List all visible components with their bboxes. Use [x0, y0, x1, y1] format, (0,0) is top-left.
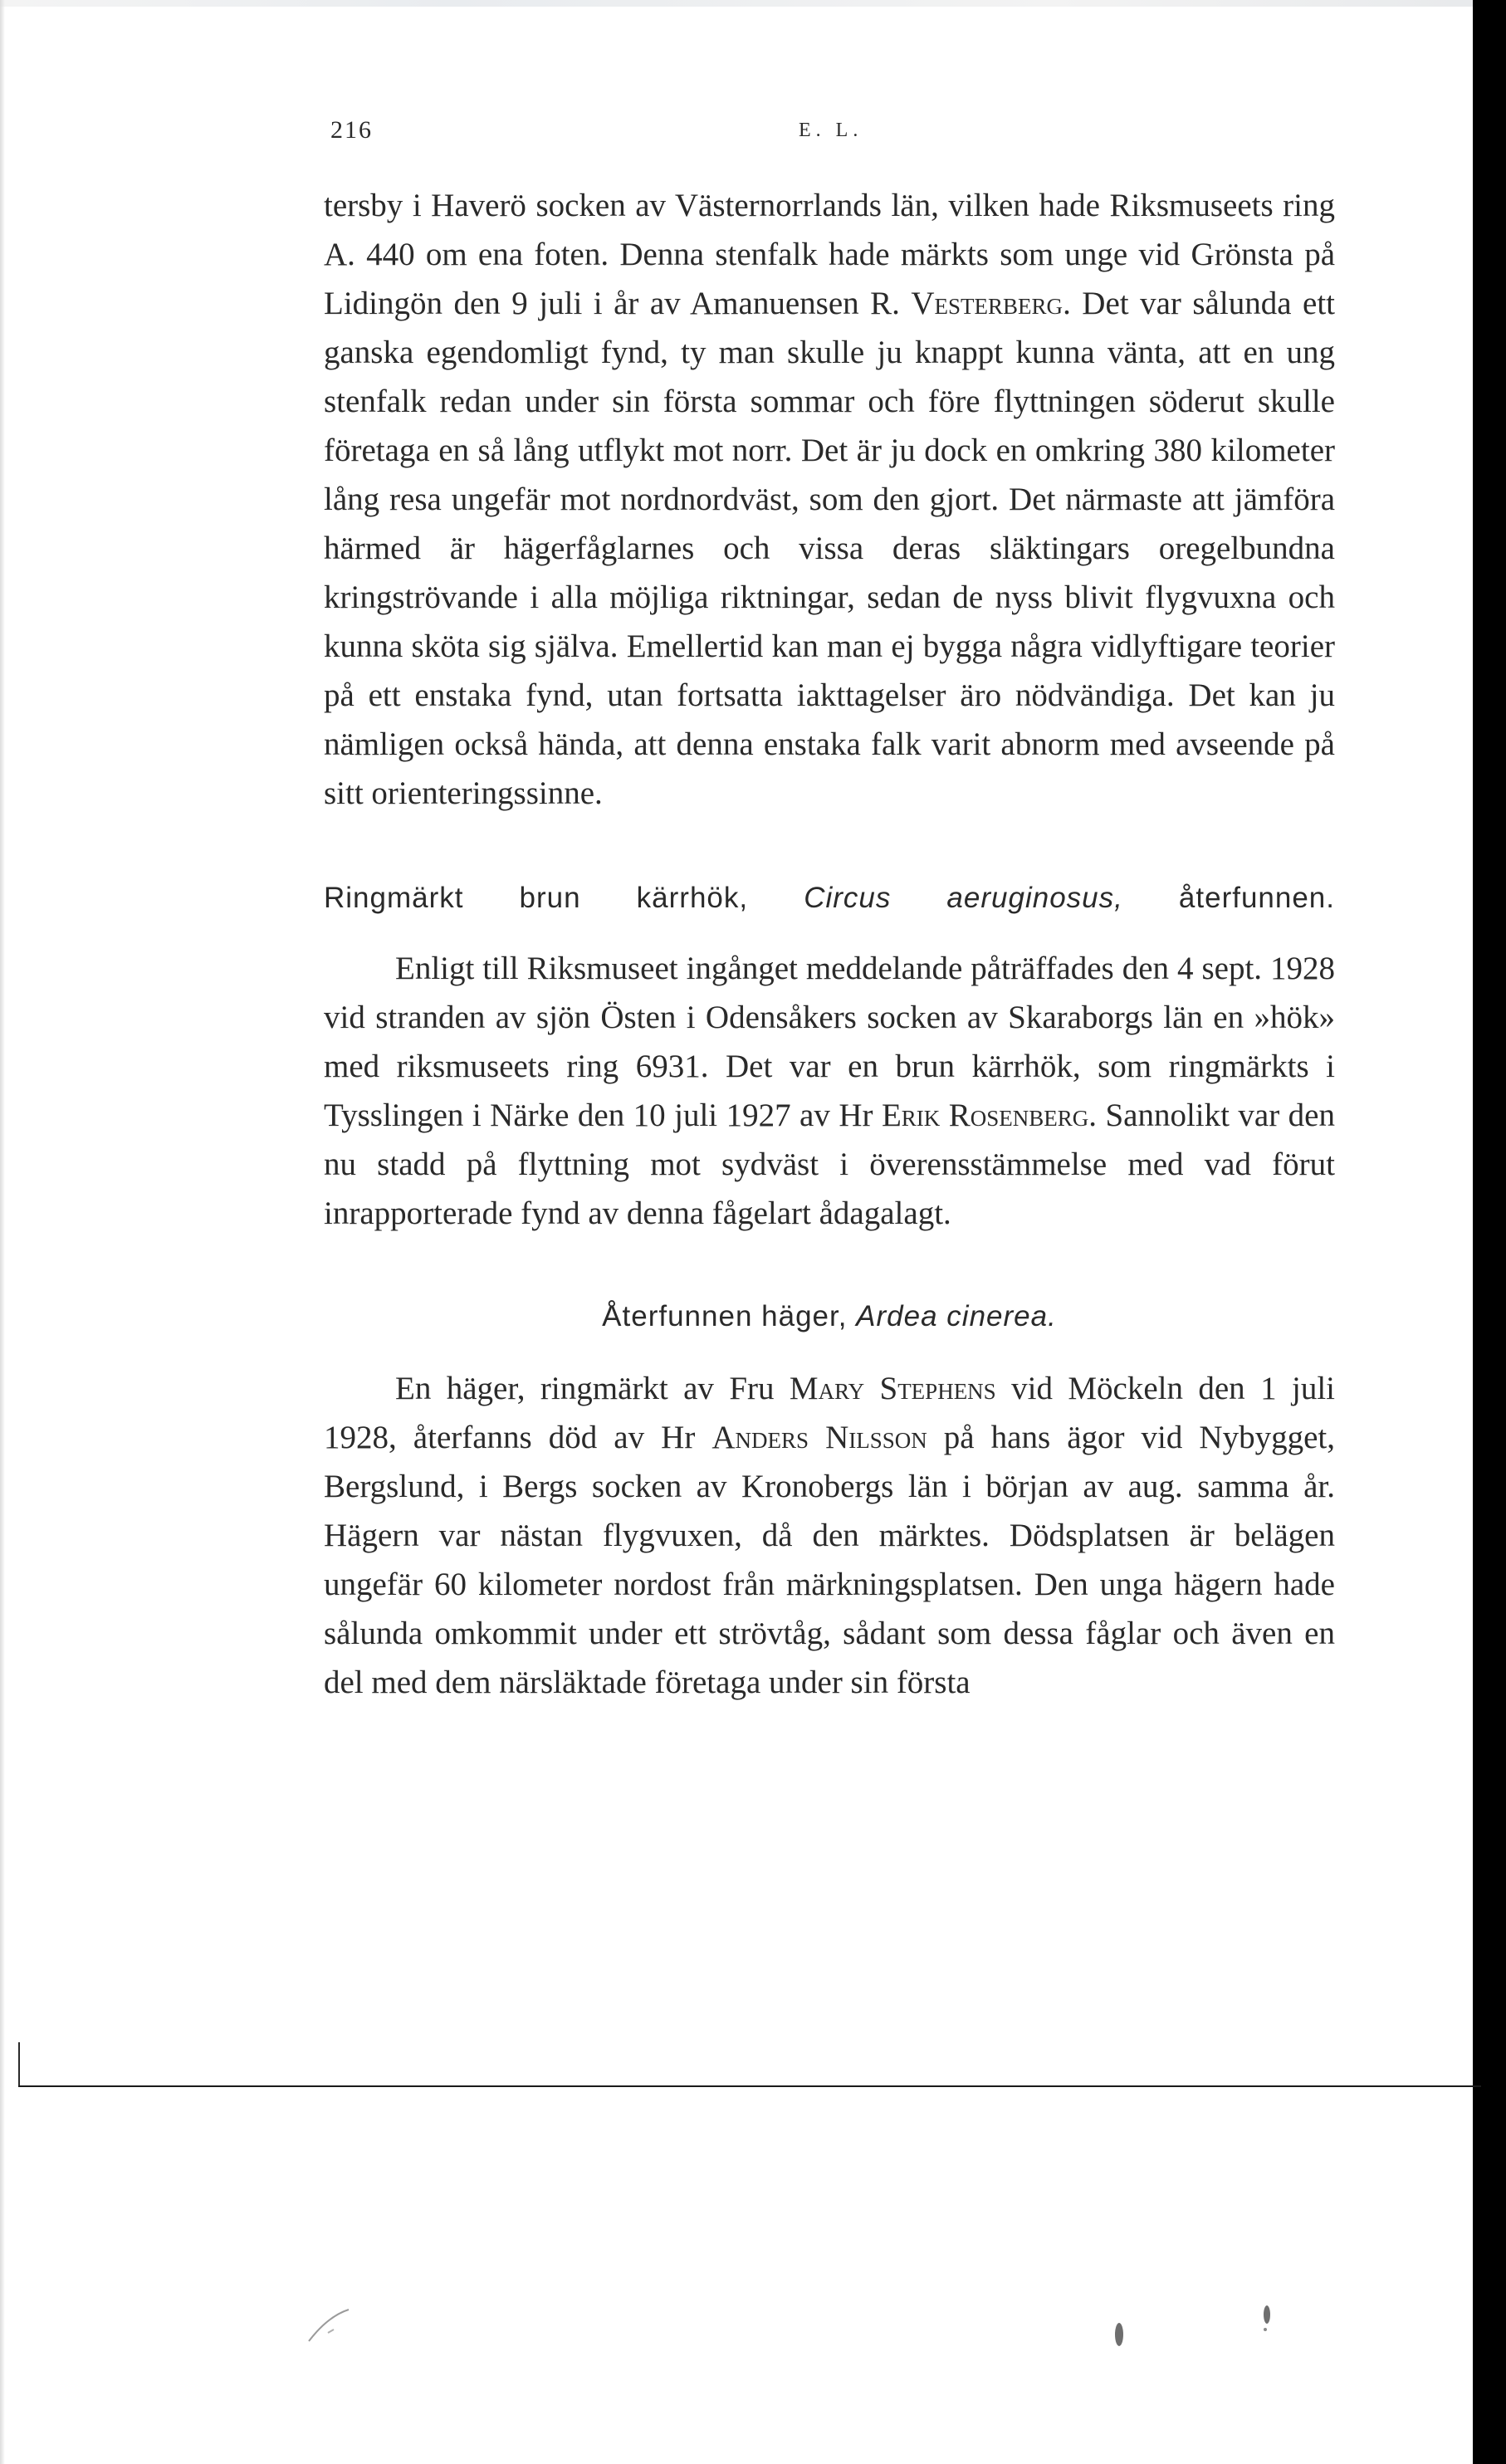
paragraph-text: . Det var sålunda ett ganska egendomligt fynd, ty man skulle ju knappt kunna vänta, att en ung stenfalk redan under sin första sommar och före flyttningen söderut skulle företaga en så lång utflykt mot norr. Det är ju dock en omkring 380 kilometer lång resa ungefär mot nordnordväst, som den gjort. Det närmaste att jämföra härmed är hägerfåglarnes och vissa deras släktingars oregelbundna kringströvande i alla möjliga riktningar, sedan de nyss blivit flygvuxna och kunna sköta sig själva. Emellertid kan man ej bygga några vidlyftigare teorier på ett enstaka fynd, utan fortsatta iakttagelser äro nödvändiga. Det kan ju nämligen också hända, att denna enstaka falk varit abnorm med avseende på sitt orienteringssinne. [324, 286, 1335, 811]
page-body [324, 181, 1335, 1707]
running-head: E. L. [799, 120, 863, 141]
scan-scratch [309, 2310, 349, 2341]
page-header [0, 116, 1473, 154]
paragraph-text: vid Möckeln den 1 juli 1928, återfanns död av Hr [324, 1371, 1335, 1455]
person-name-stephens: Mary Stephens [789, 1371, 996, 1406]
scan-speck [1115, 2323, 1123, 2346]
paragraph-karrhok [324, 944, 1335, 1238]
heading-text: återfunnen. [1122, 882, 1335, 914]
paragraph-text: . Sannolikt var den nu stadd på flyttning mot sydväst i överensstämmelse med vad förut inrapporterade fynd av denna fågelart ådagalagt. [324, 1098, 1335, 1231]
paragraph-text: Enligt till Riksmuseet ingånget meddelande påträffades den 4 sept. 1928 vid stranden av sjön Östen i Odensåkers socken av Skaraborgs län en »hök» med riksmuseets ring 6931. Det var en brun kärrhök, som ringmärkts i Tysslingen i Närke den 10 juli 1927 av Hr [324, 951, 1335, 1133]
person-name-vesterberg: Vesterberg [911, 286, 1063, 321]
scan-top-edge [0, 0, 1506, 7]
section-heading-karrhok [324, 878, 1335, 919]
heading-text: Ringmärkt brun kärrhök, [324, 882, 804, 914]
heading-text: Återfunnen häger, [602, 1300, 857, 1332]
scan-right-border [1473, 0, 1506, 2464]
person-name-nilsson: Anders Nilsson [711, 1420, 927, 1455]
scan-frame-line [18, 2042, 20, 2087]
page-number: 216 [330, 116, 373, 144]
section-heading-hager [324, 1296, 1335, 1337]
paragraph-stenfalk [324, 181, 1335, 818]
species-name: Circus aeruginosus, [804, 882, 1123, 914]
scan-scratch [328, 2330, 334, 2333]
scan-artifacts [0, 2092, 1473, 2464]
paragraph-text: tersby i Haverö socken av Västernorrlands län, vilken hade Riksmuseets ring A. 440 om ena foten. Denna stenfalk hade märkts som unge vid Grönsta på Lidingön den 9 juli i år av Amanuensen R. [324, 188, 1335, 321]
paragraph-text: En häger, ringmärkt av Fru [395, 1371, 790, 1406]
paragraph-text: på hans ägor vid Nybygget, Bergslund, i Bergs socken av Kronobergs län i början av aug. samma år. Hägern var nästan flygvuxen, då den märktes. Dödsplatsen är belägen ungefär 60 kilometer nordost från märkningsplatsen. Den unga hägern hade sålunda omkommit under ett strövtåg, sådant som dessa fåglar och även en del med dem närsläktade företaga under sin första [324, 1420, 1335, 1700]
species-name: Ardea cinerea. [856, 1300, 1057, 1332]
person-name-rosenberg: Erik Rosenberg [881, 1098, 1089, 1133]
scan-speck [1264, 2305, 1270, 2324]
scan-frame-line [18, 2085, 1481, 2087]
scan-speck [1264, 2328, 1267, 2331]
paragraph-hager [324, 1364, 1335, 1707]
